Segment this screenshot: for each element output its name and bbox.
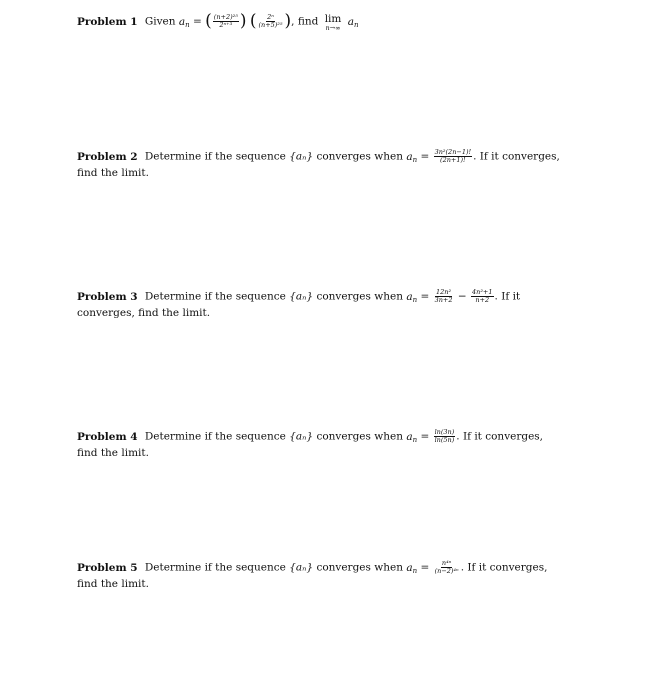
formula-fraction: $\frac{\ln(3n)}{\ln(5n)}$: [434, 428, 455, 444]
problem-2: Problem 2 Determine if the sequence {aₙ} converges when $a_n$ = $\frac{\text{3n²(2n−1)!}}{(2n+1)!}$ . If it converges, find the limit.: [77, 148, 560, 179]
problem-label: Problem 5: [77, 561, 138, 574]
problem-label: Problem 3: [77, 290, 138, 303]
problem-label: Problem 1: [77, 15, 138, 28]
problem-5: Problem 5 Determine if the sequence {aₙ} converges when $a_n$ = $\frac{\text{n⁴ⁿ}}{\text{(n−2)⁴ⁿ}}$ . If it converges, find the limit.: [77, 559, 548, 590]
sequence-term: $a_n$: [178, 15, 190, 29]
fraction-2: $\frac{\text{4n²+1}}{n+2}$: [472, 288, 493, 304]
fraction-2: $\frac{\text{2ⁿ}}{\text{(n+5)²⁵}}$: [258, 13, 283, 29]
limit-term: $a_n$: [347, 15, 359, 29]
find-text: find: [297, 15, 319, 28]
limit-operator: lim n→∞: [324, 13, 342, 32]
fraction-1: $\frac{\text{12n²}}{3n+2}$: [434, 288, 453, 304]
sequence-notation: {aₙ}: [289, 561, 314, 574]
problem-4: Problem 4 Determine if the sequence {aₙ} converges when $a_n$ = $\frac{\ln(3n)}{\ln(5n)}$ . If it converges, find the limit.: [77, 428, 544, 459]
problem-label: Problem 4: [77, 430, 138, 443]
problem-text: Given: [144, 15, 176, 28]
equals-sign: =: [192, 15, 202, 28]
sequence-term: $a_n$: [406, 430, 418, 444]
formula-fraction: $\frac{\text{n⁴ⁿ}}{\text{(n−2)⁴ⁿ}}$: [434, 559, 459, 575]
sequence-term: $a_n$: [406, 150, 418, 164]
sequence-notation: {aₙ}: [289, 290, 314, 303]
fraction-1: $\frac{\text{(n+2)²⁵}}{\text{2ⁿ⁺³}}$: [213, 13, 238, 29]
formula-fraction: $\frac{\text{3n²(2n−1)!}}{(2n+1)!}$: [434, 148, 472, 164]
sequence-term: $a_n$: [406, 290, 418, 304]
sequence-term: $a_n$: [406, 561, 418, 575]
problem-label: Problem 2: [77, 150, 138, 163]
problem-3: Problem 3 Determine if the sequence {aₙ} converges when $a_n$ = $\frac{\text{12n²}}{3n+2}$ − $\frac{\text{4n²+1}}{n+2}$ . If it converges, find the limit.: [77, 288, 521, 319]
problem-1: Problem 1 Given $a_n$ = ( $\frac{\text{(n+2)²⁵}}{\text{2ⁿ⁺³}}$ ) ( $\frac{\text{2ⁿ}}{\text{(n+5)²⁵}}$ ), find lim n→∞ $a_n$: [77, 11, 359, 32]
sequence-notation: {aₙ}: [289, 150, 314, 163]
sequence-notation: {aₙ}: [289, 430, 314, 443]
